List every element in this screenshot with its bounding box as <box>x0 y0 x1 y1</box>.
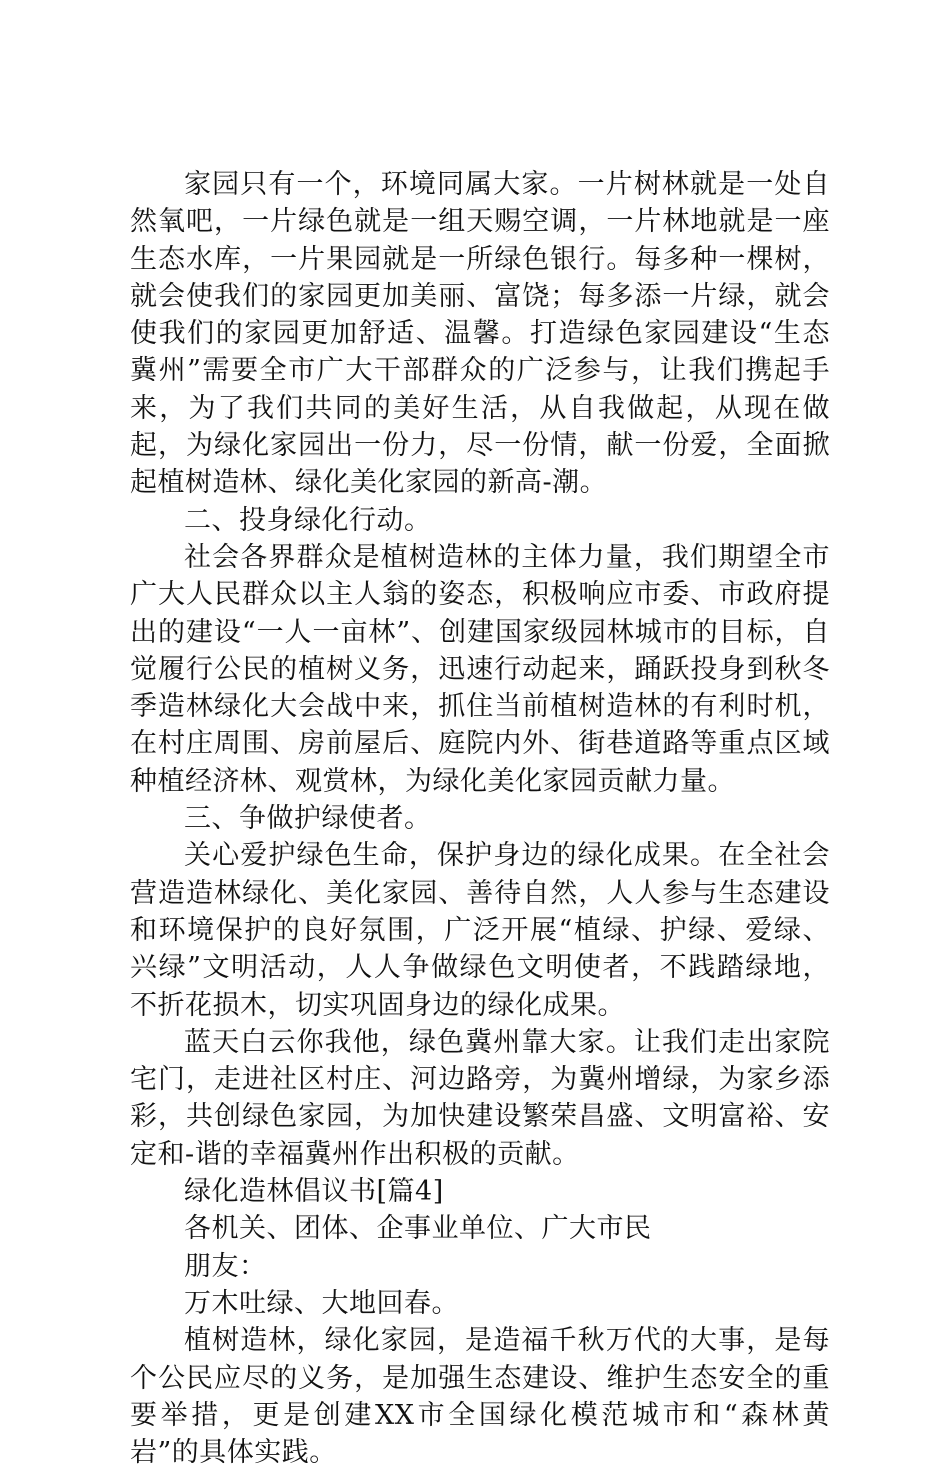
article-title: 绿化造林倡议书[篇4] <box>184 1176 444 1208</box>
section-heading-greening-action: 二、投身绿化行动。 <box>184 504 432 536</box>
paragraph-tree-planting: 植树造林，绿化家园，是造福千秋万代的大事，是每个公民应尽的义务，是加强生态建设、维护生态安全的重要举措，更是创建XX市全国绿化模范城市和“森林黄岩”的具体实践。 <box>130 1325 830 1469</box>
paragraph-blue-sky: 蓝天白云你我他，绿色冀州靠大家。让我们走出家院宅门，走进社区村庄、河边路旁，为冀州增绿，为家乡添彩，共创绿色家园，为加快建设繁荣昌盛、文明富裕、安定和-谐的幸福冀州作出积极的贡献。 <box>130 1026 830 1170</box>
paragraph-protect-green: 关心爱护绿色生命，保护身边的绿化成果。在全社会营造造林绿化、美化家园、善待自然，人人参与生态建设和环境保护的良好氛围，广泛开展“植绿、护绿、爱绿、兴绿”文明活动，人人争做绿色文明使者，不践踏绿地，不折花损木，切实巩固身边的绿化成果。 <box>130 840 830 1021</box>
paragraph-society-groups: 社会各界群众是植树造林的主体力量，我们期望全市广大人民群众以主人翁的姿态，积极响应市委、市政府提出的建设“一人一亩林”、创建国家级园林城市的目标，自觉履行公民的植树义务，迅速行动起来，踊跃投身到秋冬季造林绿化大会战中来，抓住当前植树造林的有利时机，在村庄周围、房前屋后、庭院内外、街巷道路等重点区域种植经济林、观赏林，为绿化美化家园贡献力量。 <box>130 541 830 797</box>
document-body <box>130 166 830 1471</box>
salutation-line-1: 各机关、团体、企事业单位、广大市民 <box>184 1213 652 1245</box>
section-heading-green-guardian: 三、争做护绿使者。 <box>184 803 432 835</box>
salutation-line-2: 朋友： <box>184 1250 267 1282</box>
paragraph-home-environment: 家园只有一个，环境同属大家。一片树林就是一处自然氧吧，一片绿色就是一组天赐空调，一片林地就是一座生态水库，一片果园就是一所绿色银行。每多种一棵树，就会使我们的家园更加美丽、富饶；每多添一片绿，就会使我们的家园更加舒适、温馨。打造绿色家园建设“生态冀州”需要全市广大干部群众的广泛参与，让我们携起手来，为了我们共同的美好生活，从自我做起，从现在做起，为绿化家园出一份力，尽一份情，献一份爱，全面掀起植树造林、绿化美化家园的新高-潮。 <box>130 169 830 499</box>
paragraph-spring: 万木吐绿、大地回春。 <box>184 1287 459 1319</box>
